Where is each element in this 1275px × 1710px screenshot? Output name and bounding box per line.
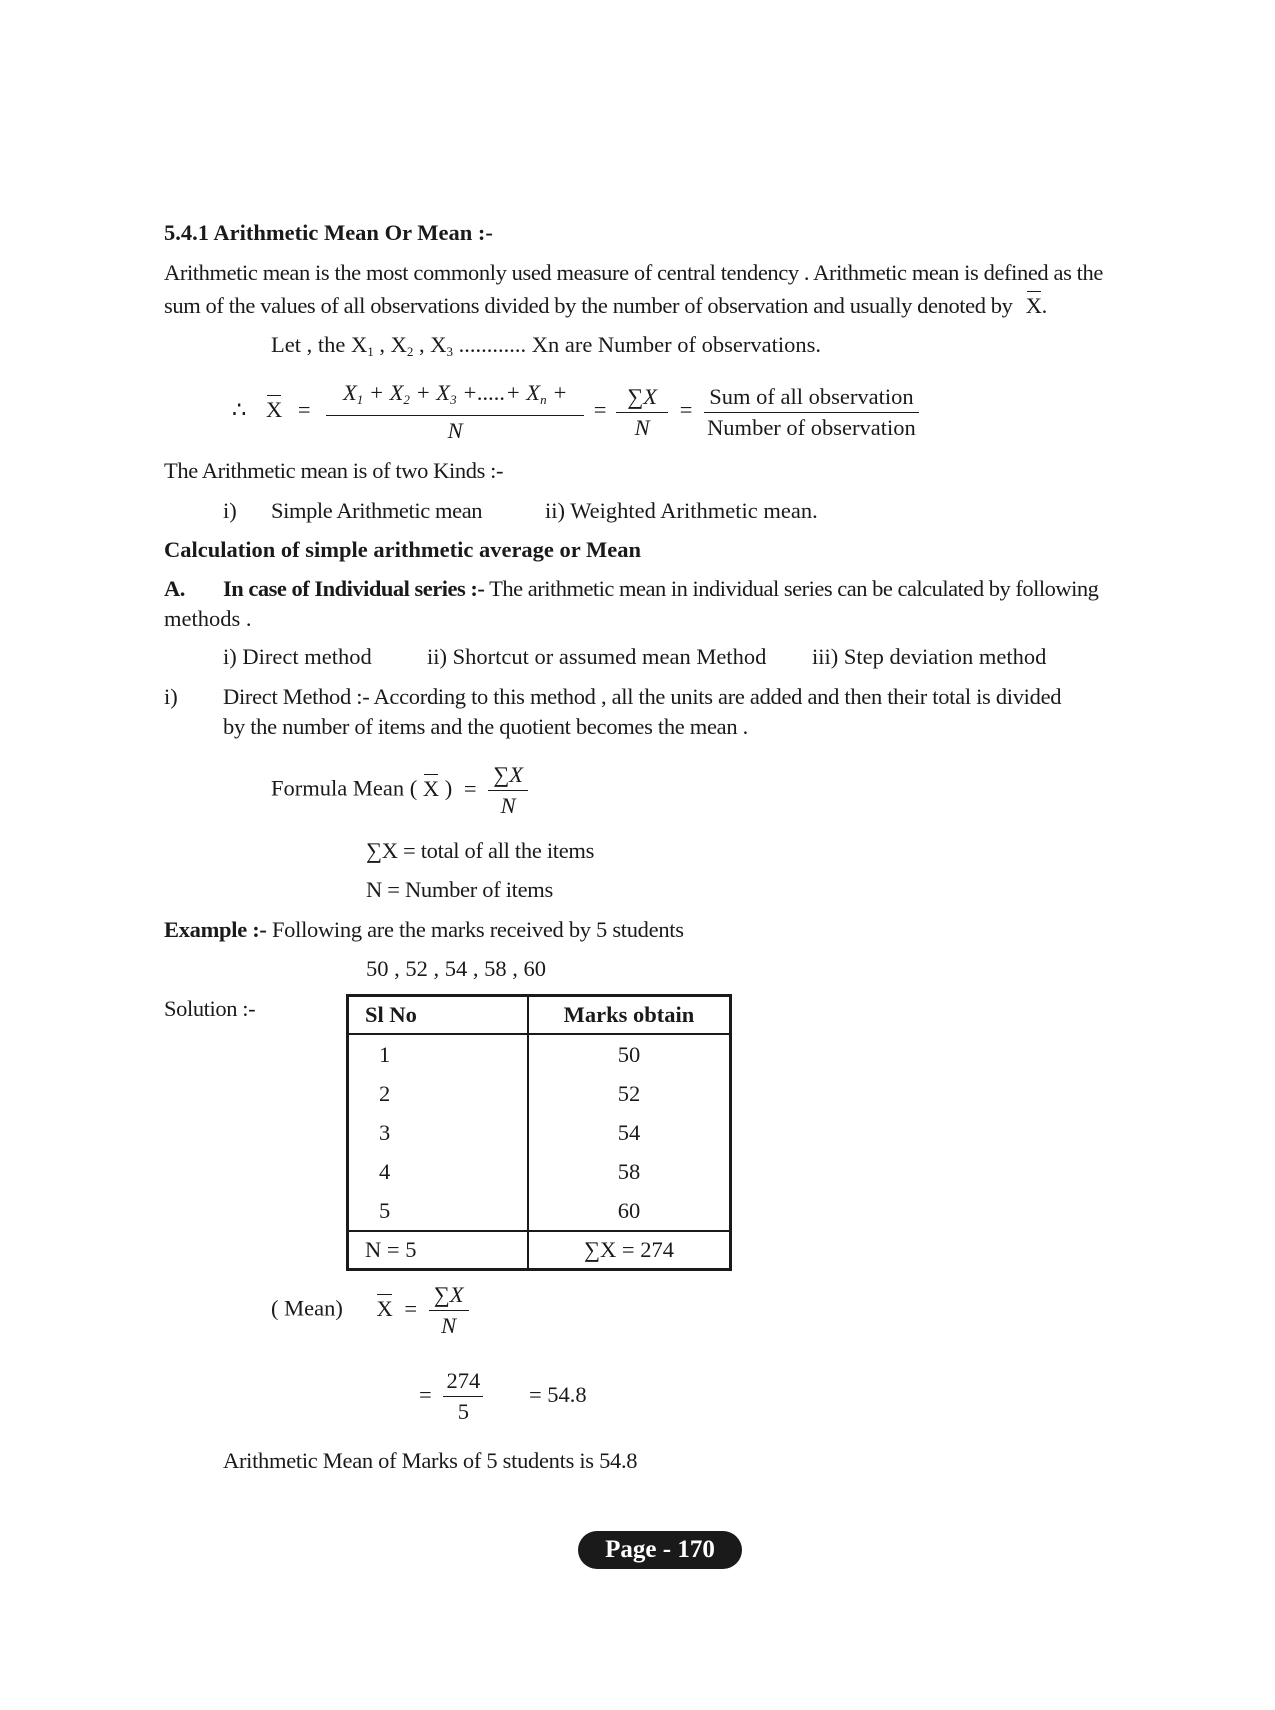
sigma-numerator: ∑X (616, 382, 668, 413)
mean-step: = $\frac{274}{5}$ = 54.8 (419, 1366, 587, 1427)
formula-mean-label: Formula Mean ( (271, 775, 418, 801)
intro-line-2-text: sum of the values of all observations divided by the number of observation and usually denoted by (164, 293, 1013, 318)
mean-value: = 54.8 (528, 1381, 587, 1407)
cell-marks: 54 (617, 1119, 641, 1145)
formula-mean-xbar: X (422, 775, 440, 801)
formula-xbar: X (265, 397, 283, 423)
cell-sl: 3 (348, 1113, 529, 1152)
cell-marks: 52 (617, 1080, 641, 1106)
direct-number: i) (164, 684, 178, 709)
words-fraction (704, 382, 919, 443)
table-row (348, 1074, 731, 1113)
sigma-denominator: N (634, 414, 650, 440)
formula-mean-den: N (500, 793, 516, 818)
table-row (348, 1152, 731, 1191)
mean-step-num: 274 (443, 1366, 483, 1397)
let-prefix: Let , the X (271, 332, 368, 357)
table-row (348, 1034, 731, 1074)
cell-sl: 2 (348, 1074, 529, 1113)
let-rest: ............ Xn are Number of observations. (458, 332, 822, 357)
mean-den: N (441, 1313, 457, 1338)
marks-table (346, 994, 732, 1271)
table-header-row (348, 996, 731, 1035)
main-formula: ∴ X = $\frac{X_1 + X_2 + X_3 +.....+ X_n +}{N}$ = $\frac{\sum X}{N}$ = $\frac{\text{Sum of all observation}}{\text{Number of observation}}$ (232, 378, 919, 446)
direct-line-2: by the number of items and the quotient becomes the mean . (223, 714, 748, 739)
solution-label: Solution :- (164, 996, 256, 1021)
kind-1-label: Simple Arithmetic mean (271, 498, 483, 523)
formula-mean (271, 760, 528, 821)
mean-step-den: 5 (457, 1399, 469, 1424)
mean-result (271, 1280, 469, 1341)
method-direct: i) Direct method (223, 644, 372, 669)
formula-numerator: $X_1 + X_2 + X_3$ +.....+ $X_n$ + (326, 378, 584, 416)
example-text: Following are the marks received by 5 students (271, 917, 684, 942)
formula-mean-num: ∑X (488, 760, 528, 791)
example-line (164, 917, 684, 943)
mean-eq: = (404, 1295, 418, 1321)
formula-eq: = (297, 397, 311, 423)
header-marks: Marks obtain (528, 996, 731, 1035)
mean-num: ∑X (429, 1280, 469, 1311)
cell-marks: 60 (617, 1197, 641, 1223)
example-values: 50 , 52 , 54 , 58 , 60 (366, 956, 546, 981)
footer-sum: ∑X = 274 (528, 1231, 731, 1270)
calc-heading: Calculation of simple arithmetic average or Mean (164, 537, 641, 562)
table-row (348, 1113, 731, 1152)
cell-marks: 58 (617, 1158, 641, 1184)
method-shortcut: ii) Shortcut or assumed mean Method (427, 644, 767, 669)
words-numerator: Sum of all observation (704, 382, 919, 413)
section-heading: 5.4.1 Arithmetic Mean Or Mean :- (164, 220, 493, 245)
mean-xbar: X (376, 1295, 393, 1321)
mean-fraction (429, 1280, 469, 1341)
case-a-text: The arithmetic mean in individual series can be calculated by following (489, 576, 1099, 601)
example-label: Example :- (164, 917, 267, 942)
formula-denominator: N (447, 418, 463, 443)
definition-n: N = Number of items (366, 877, 553, 902)
let-line: Let , the $X_1$ , $X_2$ , $X_3$ ............ Xn are Number of observations. (271, 332, 822, 359)
header-sl-no: Sl No (348, 996, 529, 1035)
cell-sl: 5 (348, 1191, 529, 1231)
formula-fraction (326, 378, 584, 446)
words-denominator: Number of observation (707, 414, 916, 440)
kind-2-label: ii) Weighted Arithmetic mean. (545, 498, 818, 523)
therefore-symbol: ∴ (232, 397, 247, 423)
sigma-fraction (616, 382, 668, 443)
kinds-intro: The Arithmetic mean is of two Kinds :- (164, 458, 504, 483)
intro-line-1: Arithmetic mean is the most commonly used measure of central tendency . Arithmetic mean is defined as the (164, 260, 1103, 285)
cell-sl: 1 (348, 1034, 529, 1074)
mean-label: ( Mean) (271, 1295, 343, 1321)
kind-1-number: i) (223, 498, 237, 523)
cell-marks: 50 (617, 1041, 641, 1067)
conclusion: Arithmetic Mean of Marks of 5 students is 54.8 (223, 1448, 638, 1473)
direct-line-1: Direct Method :- According to this method , all the units are added and then their total is divided (223, 684, 1062, 709)
formula-mean-close: ) (444, 775, 453, 801)
formula-mean-eq: = (463, 775, 477, 801)
page-number-badge: Page - 170 (578, 1531, 742, 1569)
table-row (348, 1191, 731, 1231)
method-step-deviation: iii) Step deviation method (812, 644, 1047, 669)
footer-n: N = 5 (348, 1231, 529, 1270)
mean-step-fraction (443, 1366, 483, 1427)
case-a-line-2: methods . (164, 606, 252, 631)
table-footer-row (348, 1231, 731, 1270)
cell-sl: 4 (348, 1152, 529, 1191)
case-a-label: A. (164, 576, 185, 601)
intro-line-2: sum of the values of all observations divided by the number of observation and usually denoted by X. (164, 293, 1047, 318)
formula-mean-fraction (488, 760, 528, 821)
definition-sum: ∑X = total of all the items (366, 838, 595, 863)
x-bar-symbol: X (1025, 293, 1042, 318)
case-a-line-1 (164, 576, 1098, 602)
case-a-title: In case of Individual series :- (223, 576, 485, 601)
